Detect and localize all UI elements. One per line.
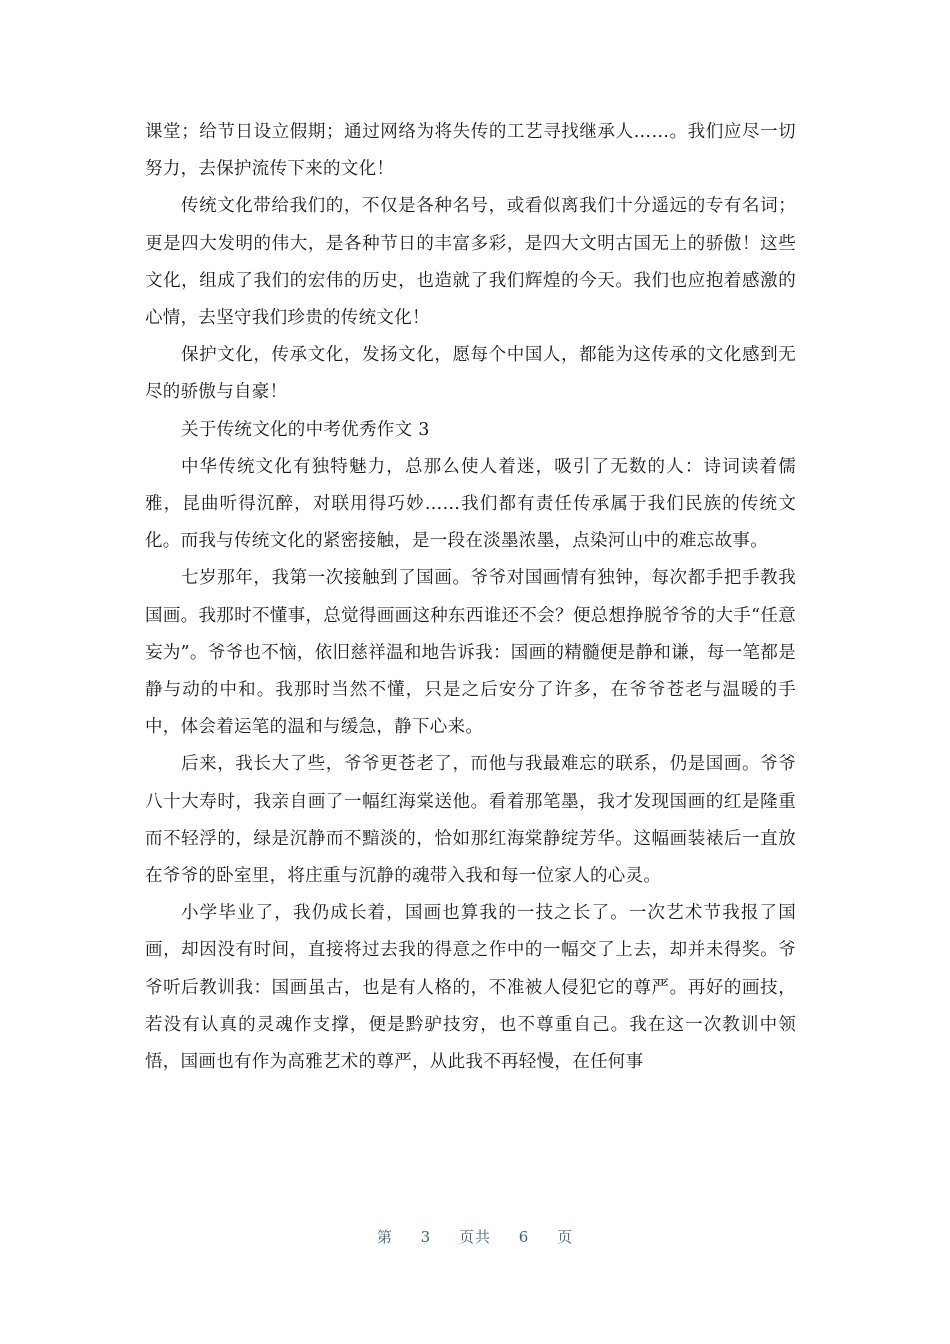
footer-suffix: 页 [557,1228,574,1246]
paragraph-8: 小学毕业了，我仍成长着，国画也算我的一技之长了。一次艺术节我报了国画，却因没有时间，直接将过去我的得意之作中的一幅交了上去，却并未得奖。爷爷听后教训我：国画虽古，也是有人格的，不准被人侵犯它的尊严。再好的画技，若没有认真的灵魂作支撑，便是黔驴技穷，也不尊重自己。我在这一次教训中领悟，国画也有作为高雅艺术的尊严，从此我不再轻慢，在任何事 [145,903,796,1073]
paragraph-3: 保护文化，传承文化，发扬文化，愿每个中国人，都能为这传承的文化感到无尽的骄傲与自豪！ [145,345,796,403]
paragraph-5: 中华传统文化有独特魅力，总那么使人着迷，吸引了无数的人：诗词读着儒雅，昆曲听得沉醉，对联用得巧妙……我们都有责任传承属于我们民族的传统文化。而我与传统文化的紧密接触，是一段在淡墨浓墨，点染河山中的难忘故事。 [145,456,796,552]
footer-current-page: 3 [420,1228,432,1246]
document-body [145,114,796,1081]
paragraph-2: 传统文化带给我们的，不仅是各种名号，或看似离我们十分遥远的专有名词；更是四大发明的伟大，是各种节日的丰富多彩，是四大文明古国无上的骄傲！这些文化，组成了我们的宏伟的历史，也造就了我们辉煌的今天。我们也应抱着感激的心情，去坚守我们珍贵的传统文化！ [145,196,796,329]
section-heading: 关于传统文化的中考优秀作文 3 [181,419,430,440]
footer-total-pages: 6 [518,1228,530,1246]
paragraph-1: 课堂；给节日设立假期；通过网络为将失传的工艺寻找继承人……。我们应尽一切努力，去保护流传下来的文化！ [145,122,796,180]
page-footer [0,1226,950,1247]
footer-prefix: 第 [376,1228,393,1246]
paragraph-6: 七岁那年，我第一次接触到了国画。爷爷对国画情有独钟，每次都手把手教我国画。我那时不懂事，总觉得画画这种东西谁还不会？便总想挣脱爷爷的大手“任意妄为”。爷爷也不恼，依旧慈祥温和地告诉我：国画的精髓便是静和谦，每一笔都是静与动的中和。我那时当然不懂，只是之后安分了许多，在爷爷苍老与温暖的手中，体会着运笔的温和与缓急，静下心来。 [145,568,796,738]
footer-middle: 页共 [458,1228,491,1246]
paragraph-7: 后来，我长大了些，爷爷更苍老了，而他与我最难忘的联系，仍是国画。爷爷八十大寿时，我亲自画了一幅红海棠送他。看着那笔墨，我才发现国画的红是隆重而不轻浮的，绿是沉静而不黯淡的，恰如那红海棠静绽芳华。这幅画装裱后一直放在爷爷的卧室里，将庄重与沉静的魂带入我和每一位家人的心灵。 [145,754,796,887]
